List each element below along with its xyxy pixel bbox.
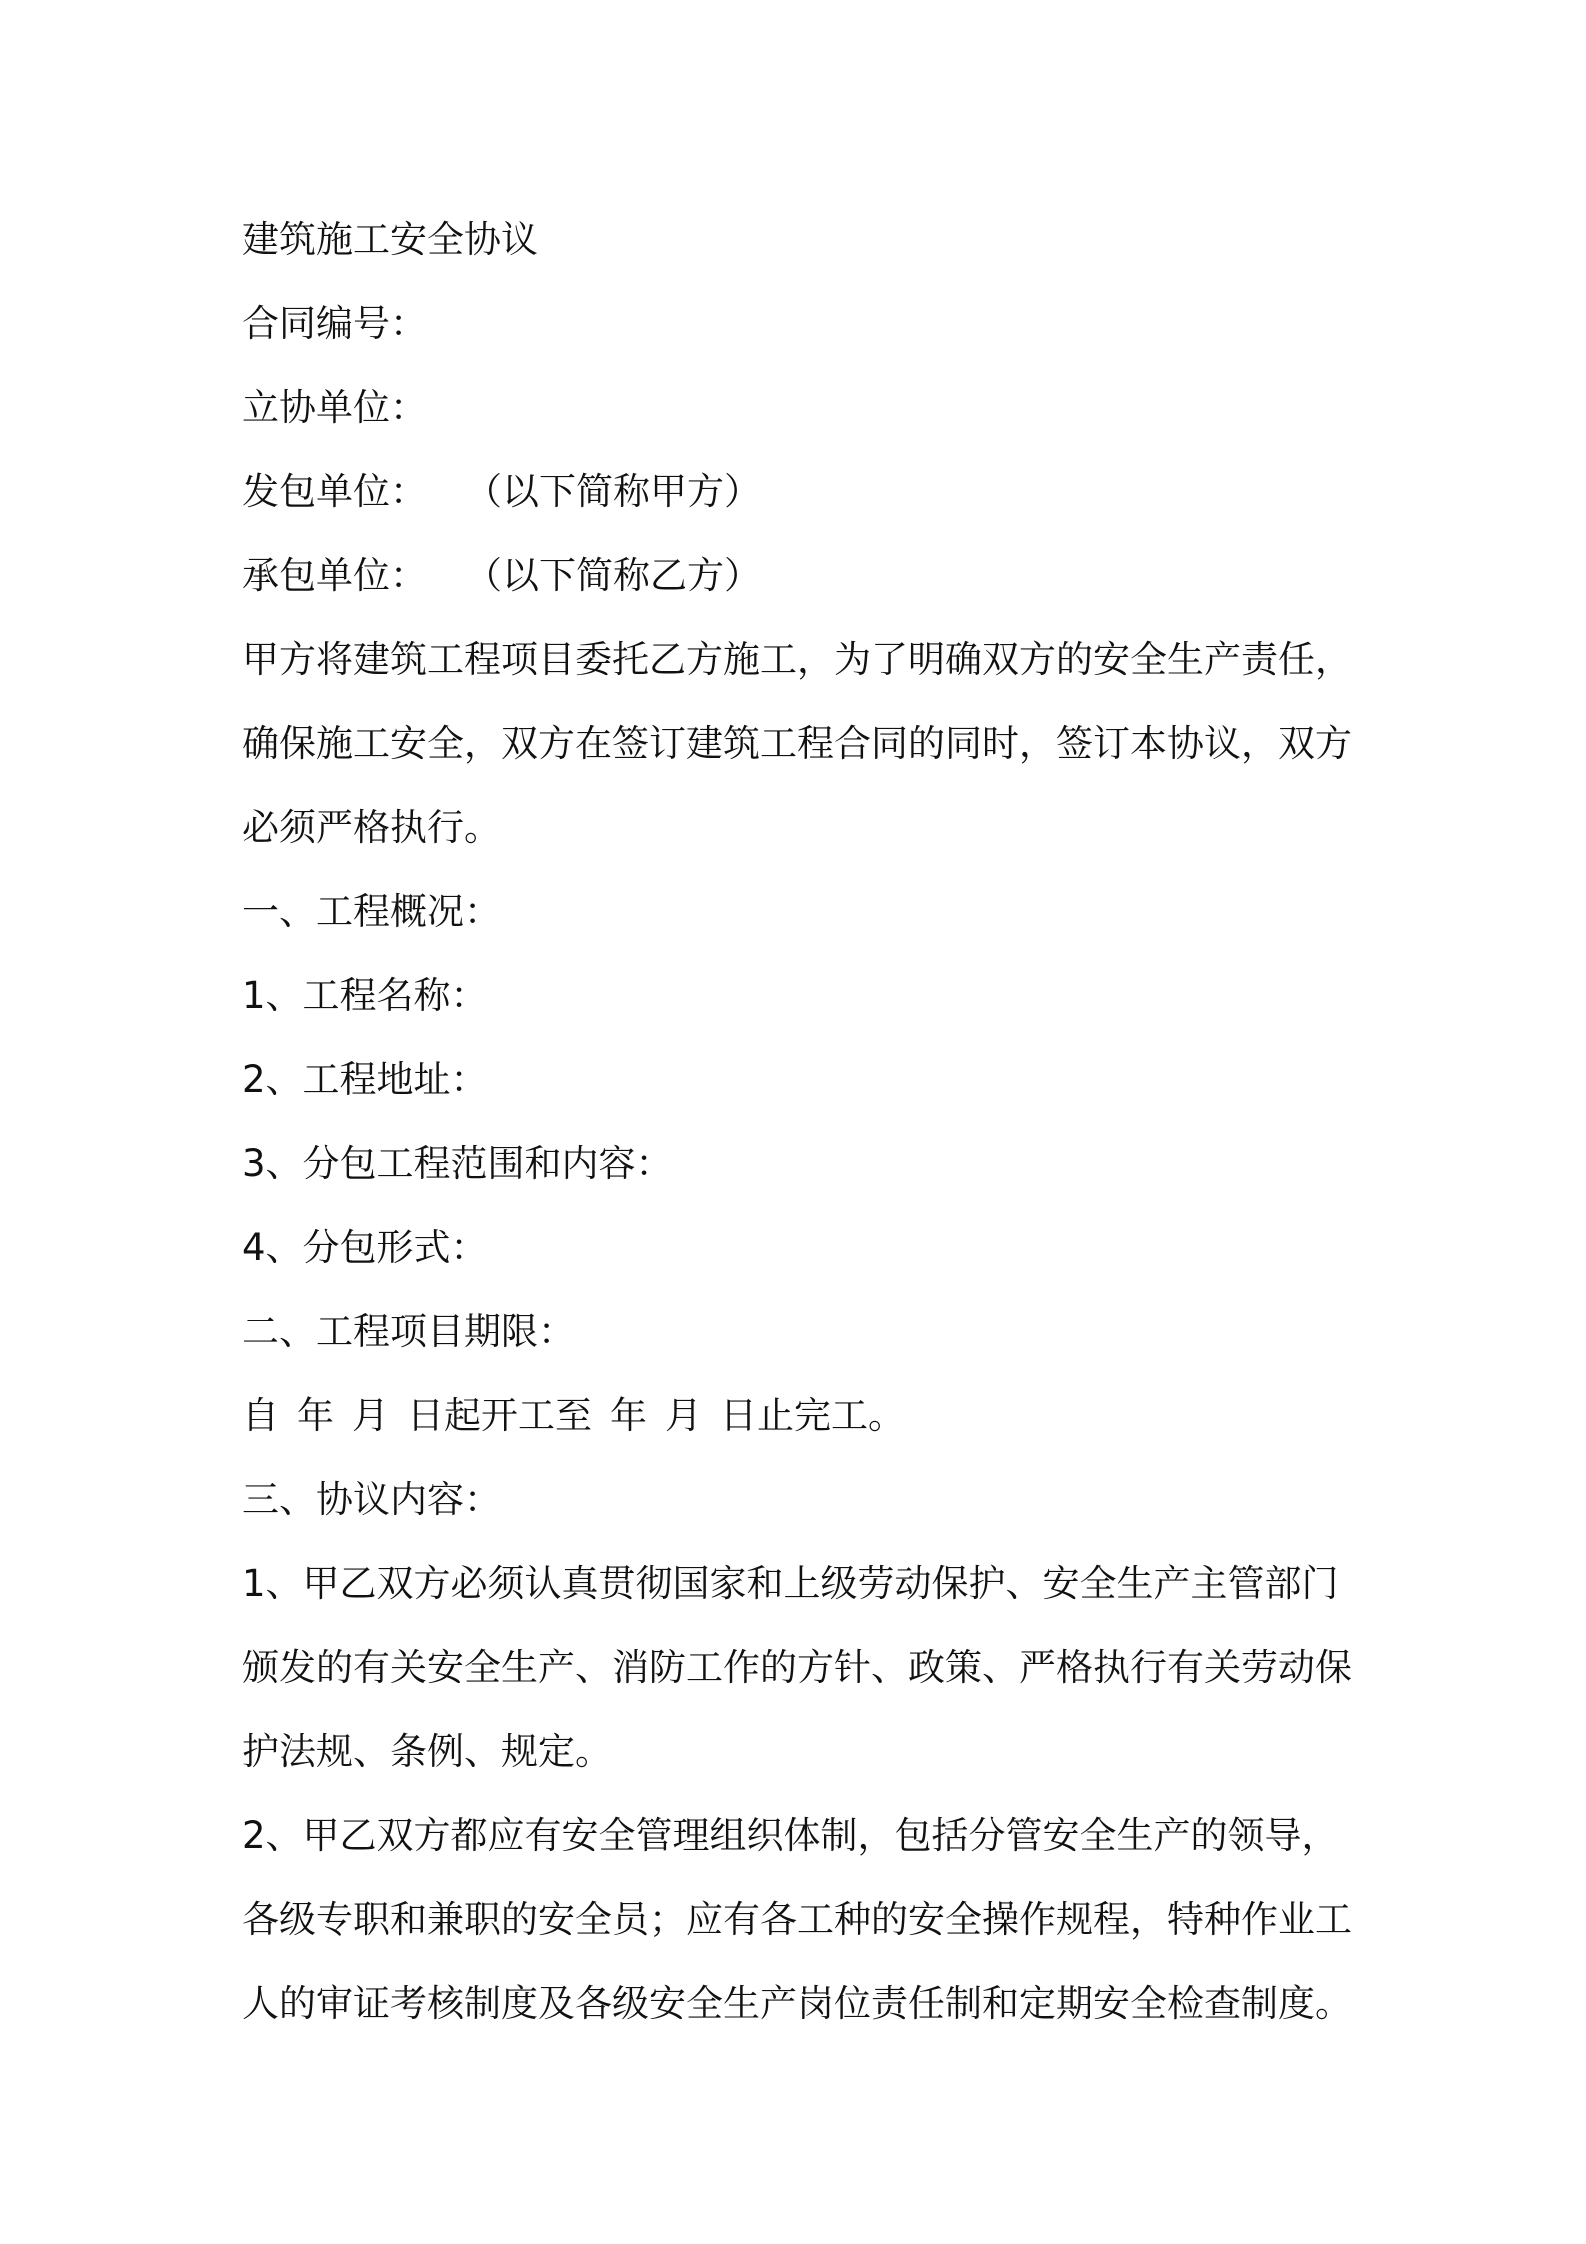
period-month-start: 月 [352, 1394, 389, 1437]
document-body [242, 198, 1362, 2046]
clause-1-line: 颁发的有关安全生产、消防工作的方针、政策、严格执行有关劳动保 [242, 1646, 1352, 1689]
period-year-start: 年 [297, 1394, 334, 1437]
party-a-label: 发包单位： [242, 470, 427, 513]
period-month-end: 月 [665, 1394, 702, 1437]
party-b-note: （以下简称乙方） [465, 554, 761, 597]
party-b-field [242, 534, 1362, 618]
subcontract-scope-field: 3、分包工程范围和内容： [242, 1142, 673, 1185]
project-name-field: 1、工程名称： [242, 974, 488, 1017]
clause-2-line: 人的审证考核制度及各级安全生产岗位责任制和定期安全检查制度。 [242, 1982, 1352, 2025]
period-day-end: 日止完工。 [720, 1394, 905, 1437]
period-year-end: 年 [610, 1394, 647, 1437]
section-heading-agreement: 三、协议内容： [242, 1478, 501, 1521]
intro-paragraph-line: 确保施工安全，双方在签订建筑工程合同的同时，签订本协议，双方 [242, 722, 1352, 765]
subcontract-form-field: 4、分包形式： [242, 1226, 488, 1269]
document-title: 建筑施工安全协议 [242, 218, 538, 261]
party-b-label: 承包单位： [242, 554, 427, 597]
project-period-line [242, 1374, 1362, 1458]
party-a-field [242, 450, 1362, 534]
clause-2-line: 2、甲乙双方都应有安全管理组织体制，包括分管安全生产的领导， [242, 1814, 1339, 1857]
project-address-field: 2、工程地址： [242, 1058, 488, 1101]
period-day-start: 日起开工至 [407, 1394, 592, 1437]
contract-number-field: 合同编号： [242, 302, 427, 345]
intro-paragraph-line: 必须严格执行。 [242, 806, 501, 849]
clause-2-line: 各级专职和兼职的安全员；应有各工种的安全操作规程，特种作业工 [242, 1898, 1352, 1941]
section-heading-overview: 一、工程概况： [242, 890, 501, 933]
clause-1-line: 护法规、条例、规定。 [242, 1730, 612, 1773]
intro-paragraph-line: 甲方将建筑工程项目委托乙方施工，为了明确双方的安全生产责任， [242, 638, 1352, 681]
clause-1-line: 1、甲乙双方必须认真贯彻国家和上级劳动保护、安全生产主管部门 [242, 1562, 1339, 1605]
period-from: 自 [242, 1394, 279, 1437]
party-a-note: （以下简称甲方） [465, 470, 761, 513]
parties-field: 立协单位： [242, 386, 427, 429]
section-heading-period: 二、工程项目期限： [242, 1310, 575, 1353]
